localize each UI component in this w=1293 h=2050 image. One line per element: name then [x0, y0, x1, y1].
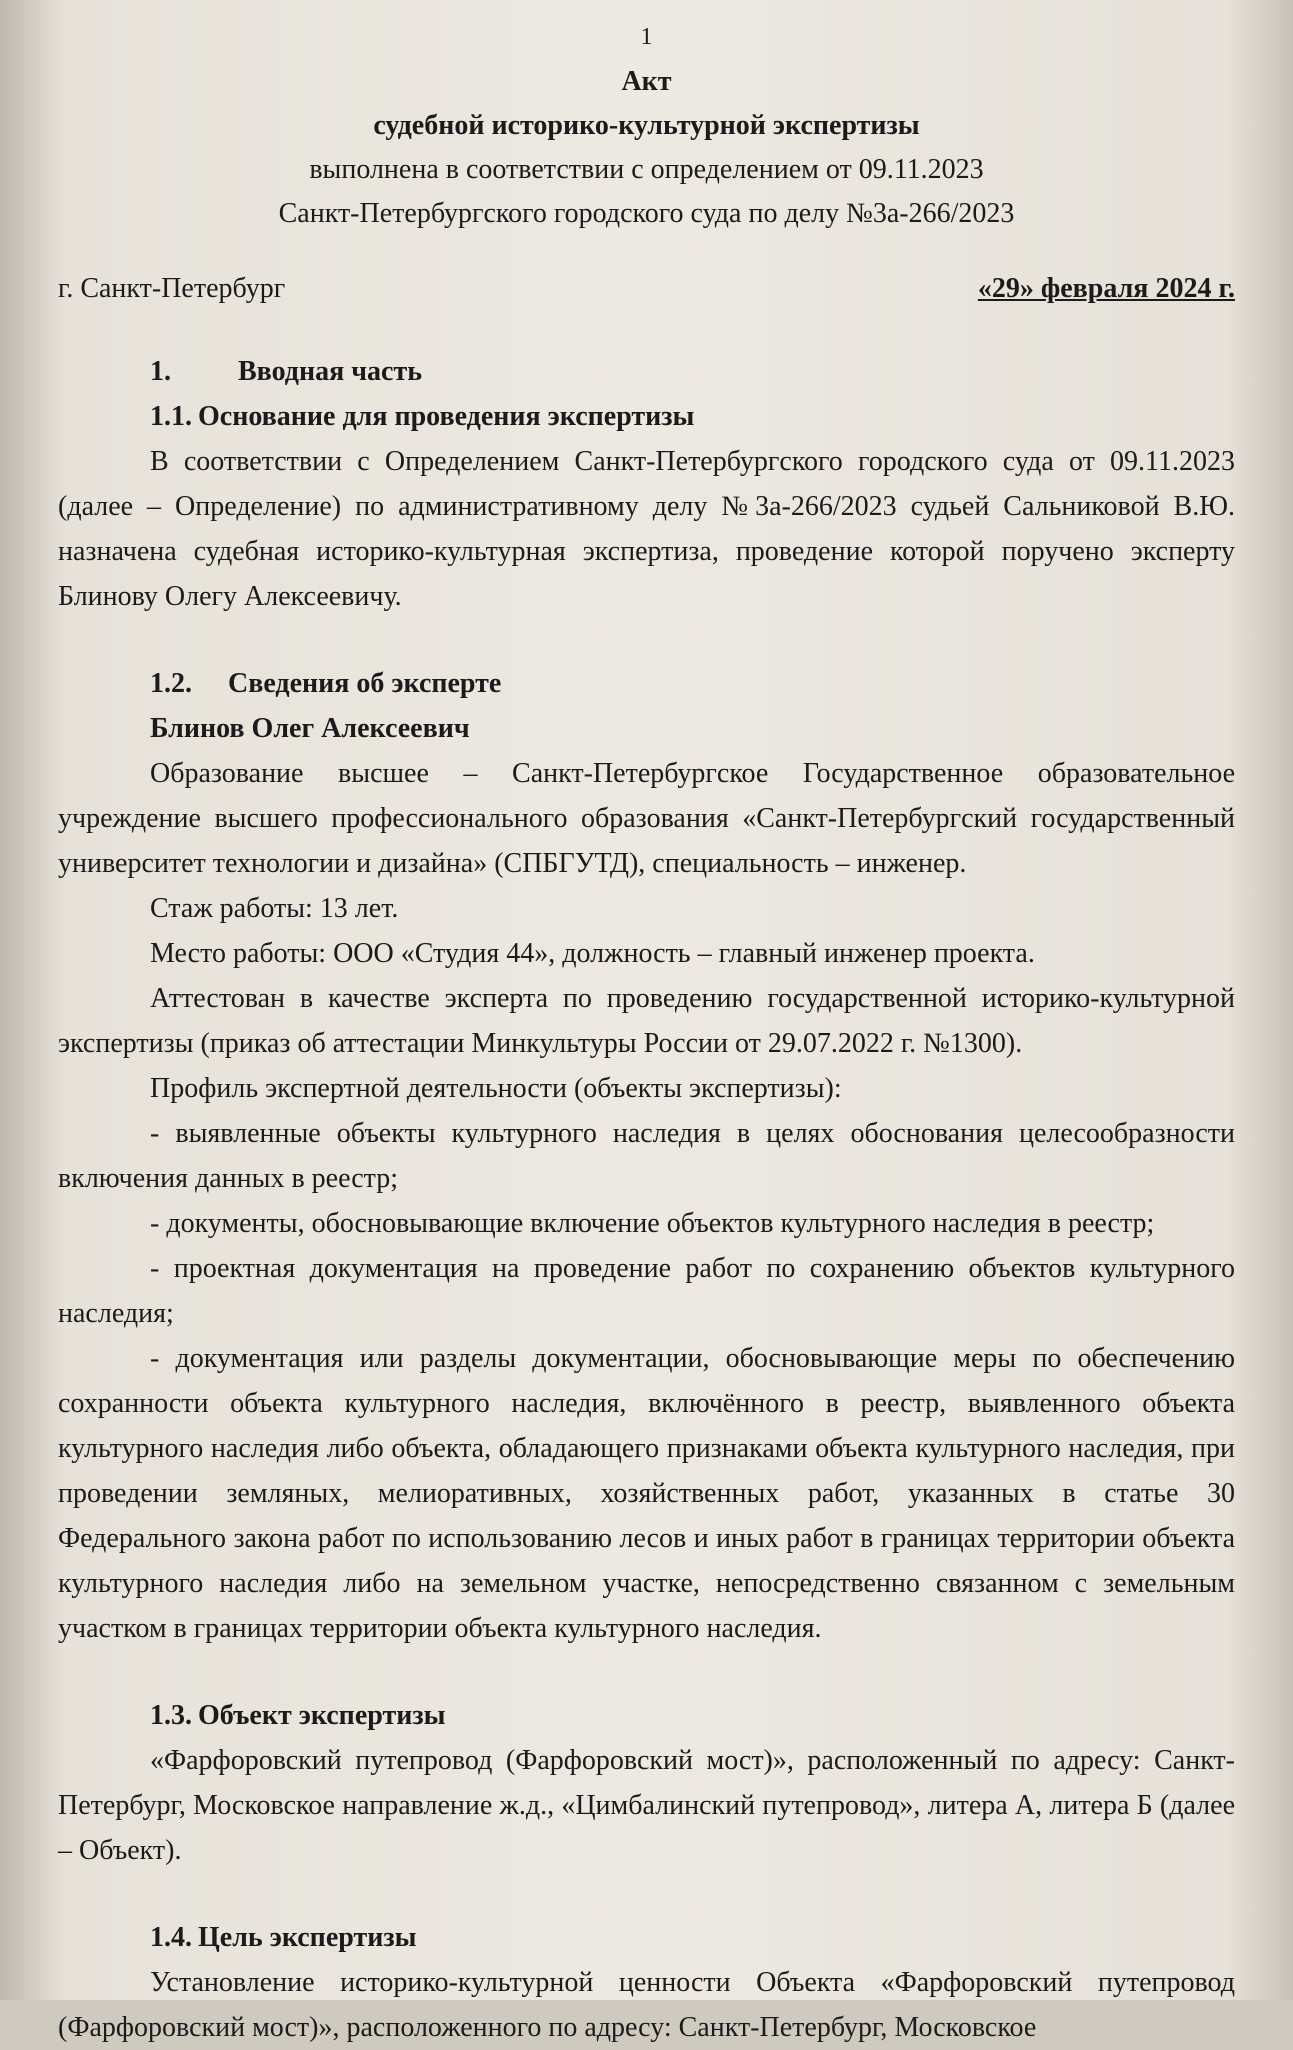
expert-attestation: Аттестован в качестве эксперта по проведению государственной историко-культурной экспертизы (приказ об аттестации Минкультуры России от 29.07.2022 г. №1300). [58, 983, 1235, 1059]
section-intro-heading [58, 349, 1235, 394]
expert-name: Блинов Олег Алексеевич [150, 713, 470, 744]
document-title: Акт [621, 66, 672, 97]
document-subtitle: судебной историко-культурной экспертизы [373, 110, 920, 141]
profile-item: - выявленные объекты культурного наследия в целях обоснования целесообразности включения данных в реестр; [58, 1118, 1235, 1194]
section-number: 1.4. [150, 1922, 192, 1953]
page-number: 1 [640, 24, 653, 50]
section-1-4-heading [58, 1915, 1235, 1960]
expert-experience: Стаж работы: 13 лет. [150, 893, 399, 924]
section-number: 1.3. [150, 1700, 192, 1731]
expert-workplace: Место работы: ООО «Студия 44», должность – главный инженер проекта. [150, 938, 1035, 969]
section-title: Вводная часть [238, 356, 423, 387]
header-line-3: выполнена в соответствии с определением от 09.11.2023 [309, 154, 984, 185]
section-number: 1. [150, 356, 171, 387]
section-1-2-heading [58, 661, 1235, 706]
section-1-3-heading [58, 1693, 1235, 1738]
section-title: Объект экспертизы [198, 1700, 446, 1731]
place-date-row [58, 266, 1235, 311]
document-header [58, 60, 1235, 236]
header-line-4: Санкт-Петербургского городского суда по делу №3а-266/2023 [278, 198, 1015, 229]
section-number: 1.2. [150, 668, 192, 699]
expert-profile-intro: Профиль экспертной деятельности (объекты экспертизы): [150, 1073, 842, 1104]
section-1-4-text: Установление историко-культурной ценности Объекта «Фарфоровский путепровод (Фарфоровский мост)», расположенного по адресу: Санкт-Петербург, Московское [58, 1967, 1235, 2043]
profile-item: - документация или разделы документации, обосновывающие меры по обеспечению сохранности объекта культурного наследия, включённого в реестр, выявленного объекта культурного наследия либо объекта, обладающего признаками объекта культурного наследия, при проведении земляных, мелиоративных, хозяйственных работ, указанных в статье 30 Федерального закона работ по использованию лесов и иных работ в границах территории объекта культурного наследия либо на земельном участке, непосредственно связанном с земельным участком в границах территории объекта культурного наследия. [58, 1343, 1235, 1644]
document-date: «29» февраля 2024 г. [977, 273, 1235, 304]
section-title: Цель экспертизы [198, 1922, 417, 1953]
section-1-3-text: «Фарфоровский путепровод (Фарфоровский мост)», расположенный по адресу: Санкт-Петербург, Московское направление ж.д., «Цимбалинский путепровод», литера А, литера Б (далее – Объект). [58, 1745, 1235, 1866]
section-1-1-text: В соответствии с Определением Санкт-Петербургского городского суда от 09.11.2023 (далее – Определение) по административному делу №3а-266/2023 судьей Сальниковой В.Ю. назначена судебная историко-культурная экспертиза, проведение которой поручено эксперту Блинову Олегу Алексеевичу. [58, 446, 1235, 612]
profile-item: - документы, обосновывающие включение объектов культурного наследия в реестр; [150, 1208, 1155, 1239]
section-number: 1.1. [150, 401, 192, 432]
expert-education: Образование высшее – Санкт-Петербургское Государственное образовательное учреждение высшего профессионального образования «Санкт-Петербургский государственный университет технологии и дизайна» (СПБГУТД), специальность – инженер. [58, 758, 1235, 879]
section-title: Сведения об эксперте [228, 668, 502, 699]
section-1-1-heading [58, 394, 1235, 439]
section-title: Основание для проведения экспертизы [198, 401, 695, 432]
profile-item: - проектная документация на проведение работ по сохранению объектов культурного наследия; [58, 1253, 1235, 1329]
place: г. Санкт-Петербург [58, 273, 286, 304]
